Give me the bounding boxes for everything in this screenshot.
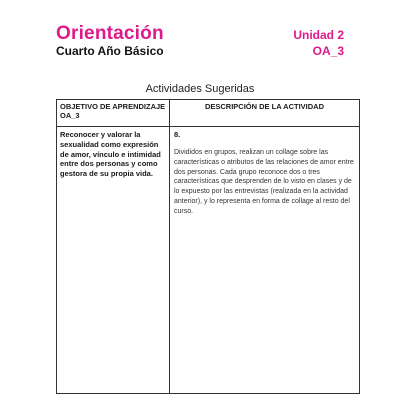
objective-column-header: OBJETIVO DE APRENDIZAJE OA_3 [57,100,170,127]
activity-description: Divididos en grupos, realizan un collage sobre las características o atributos de las relaciones de amor entre dos personas. Cada grupo reconoce dos o tres características que desprenden de lo visto en clases y de lo expuesto por las entrevistas (realizada en la actividad anterior), y lo representa en forma de collage al resto del curso. [174,149,354,215]
table-row [57,127,360,394]
objective-code: OA_3 [312,44,344,58]
objective-cell: Reconocer y valorar la sexualidad como expresión de amor, vínculo e intimidad entre dos personas y como gestora de su propia vida. [57,127,170,394]
description-column-header: DESCRIPCIÓN DE LA ACTIVIDAD [170,100,360,127]
page-title: Orientación [56,23,164,44]
table-header-row [57,100,360,127]
activities-table [56,99,360,394]
activity-number: 8. [174,130,181,139]
section-heading: Actividades Sugeridas [145,83,255,95]
description-cell [170,127,360,394]
grade-subtitle: Cuarto Año Básico [56,44,164,58]
unit-label: Unidad 2 [293,28,344,42]
